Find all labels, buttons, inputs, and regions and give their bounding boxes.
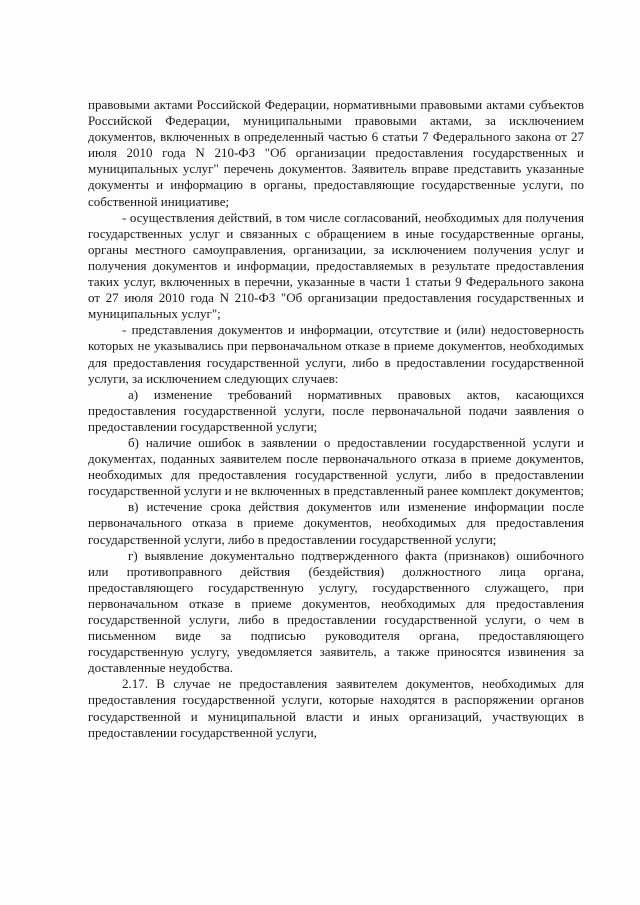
paragraph-case-g: г) выявление документально подтвержденного факта (признаков) ошибочного или противоправного действия (бездействия) должностного лица органа, предоставляющего государственную услугу, государственного служащего, при первоначальном отказе в приеме документов, необходимых для предоставления государственной услуги, либо в предоставлении государственной услуги, о чем в письменном виде за подписью руководителя органа, предоставляющего государственную услугу, уведомляется заявитель, а также приносятся извинения за доставленные неудобства. [88, 547, 584, 676]
paragraph-item-actions: - осуществления действий, в том числе согласований, необходимых для получения государственных услуг и связанных с обращением в иные государственные органы, органы местного самоуправления, организации, за исключением получения услуг и получения документов и информации, предоставляемых в результате предоставления таких услуг, включенных в перечни, указанные в части 1 статьи 9 Федерального закона от 27 июля 2010 года N 210-ФЗ "Об организации предоставления государственных и муниципальных услуг"; [88, 209, 584, 322]
paragraph-section-2-17: 2.17. В случае не предоставления заявителем документов, необходимых для предоставления государственной услуги, которые находятся в распоряжении органов государственной и муниципальной власти и иных организаций, участвующих в предоставлении государственной услуги, [88, 676, 584, 740]
paragraph-case-v: в) истечение срока действия документов или изменение информации после первоначального отказа в приеме документов, необходимых для предоставления государственной услуги, либо в предоставлении государственной услуги; [88, 499, 584, 547]
paragraph-case-a: а) изменение требований нормативных правовых актов, касающихся предоставления государственной услуги, после первоначальной подачи заявления о предоставлении государственной услуги; [88, 386, 584, 434]
paragraph-item-documents: - представления документов и информации, отсутствие и (или) недостоверность которых не указывались при первоначальном отказе в приеме документов, необходимых для предоставления государственной услуги, либо в предоставлении государственной услуги, за исключением следующих случаев: [88, 322, 584, 386]
paragraph-continuation: правовыми актами Российской Федерации, нормативными правовыми актами субъектов Российской Федерации, муниципальными правовыми актами, за исключением документов, включенных в определенный частью 6 статьи 7 Федерального закона от 27 июля 2010 года N 210-ФЗ "Об организации предоставления государственных и муниципальных услуг" перечень документов. Заявитель вправе представить указанные документы и информацию в органы, предоставляющие государственные услуги, по собственной инициативе; [88, 97, 584, 209]
paragraph-case-b: б) наличие ошибок в заявлении о предоставлении государственной услуги и документах, поданных заявителем после первоначального отказа в приеме документов, необходимых для предоставления государственной услуги, либо в предоставлении государственной услуги и не включенных в представленный ранее комплект документов; [88, 434, 584, 499]
